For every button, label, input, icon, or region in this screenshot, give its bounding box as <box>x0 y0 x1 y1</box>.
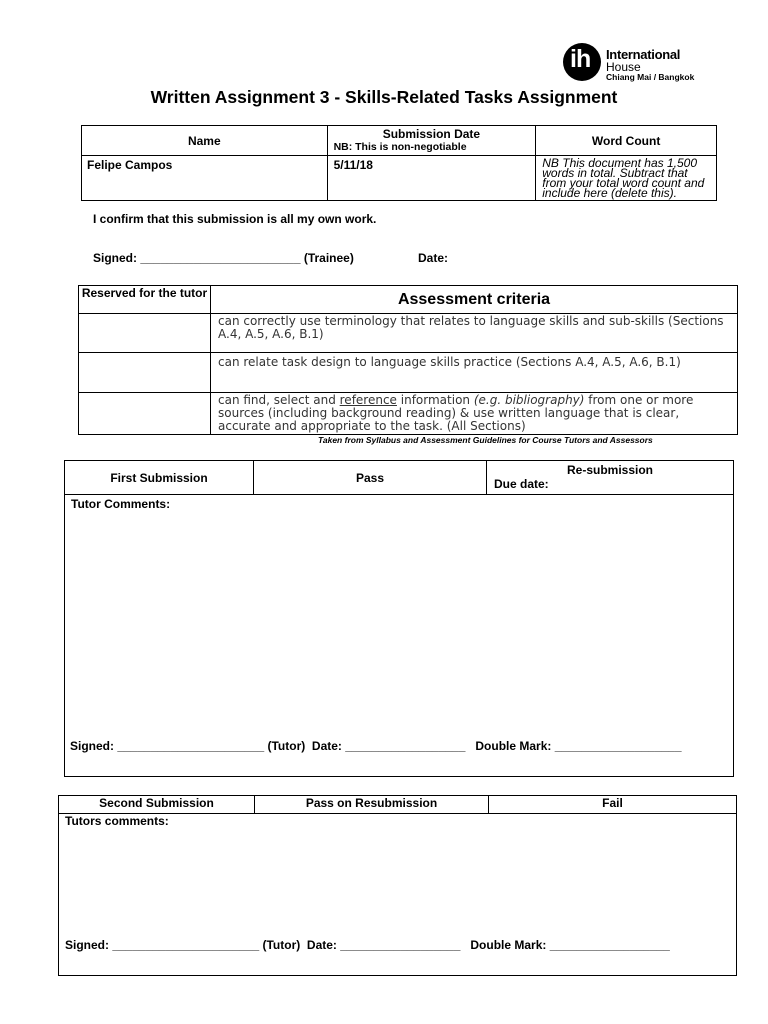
due-date-label: Due date: <box>494 477 549 491</box>
confirmation-statement: I confirm that this submission is all my own work. <box>93 212 377 226</box>
bibliography-example: (e.g. bibliography) <box>473 393 585 407</box>
first-submission-table <box>64 460 734 777</box>
name-header: Name <box>82 126 328 156</box>
pass-on-resubmission-header[interactable]: Pass on Resubmission <box>255 796 489 814</box>
word-count-value[interactable]: NB This document has 1,500 words in total. Subtract that from your total word count and include here (delete this). <box>536 156 717 201</box>
submission-info-table <box>81 125 717 201</box>
ih-logo-mark <box>563 43 601 81</box>
tutor-comments-area[interactable] <box>65 495 734 777</box>
second-tutor-signature-line: Signed: ______________________ (Tutor) Date: __________________ Double Mark: __________________ <box>65 938 670 952</box>
first-submission-header: First Submission <box>65 461 254 495</box>
reserved-for-tutor-header: Reserved for the tutor <box>79 286 211 314</box>
logo-line-2: House <box>606 60 641 74</box>
assessment-criteria-table <box>78 285 738 435</box>
resubmission-header[interactable]: Re-submission Due date: <box>487 461 734 495</box>
reference-word: reference <box>339 393 397 407</box>
submission-date-value[interactable]: 5/11/18 <box>327 156 536 201</box>
name-value[interactable]: Felipe Campos <box>82 156 328 201</box>
trainee-date-label: Date: <box>418 251 449 265</box>
non-negotiable-note: NB: This is non-negotiable <box>333 141 467 153</box>
fail-header[interactable]: Fail <box>489 796 737 814</box>
criteria-row-1: can correctly use terminology that relates to language skills and sub-skills (Sections A.4, A.5, A.6, B.1) <box>211 314 738 353</box>
tutor-mark-cell-3[interactable] <box>79 393 211 435</box>
pass-header[interactable]: Pass <box>254 461 487 495</box>
tutor-comments-label: Tutor Comments: <box>71 497 171 511</box>
logo-line-1: International <box>606 47 681 62</box>
logo-line-3: Chiang Mai / Bangkok <box>606 72 695 82</box>
word-count-header: Word Count <box>536 126 717 156</box>
second-submission-table <box>58 795 737 976</box>
second-submission-header: Second Submission <box>59 796 255 814</box>
criteria-row-2: can relate task design to language skills practice (Sections A.4, A.5, A.6, B.1) <box>211 353 738 393</box>
submission-date-header: Submission Date NB: This is non-negotiable <box>327 126 536 156</box>
source-note: Taken from Syllabus and Assessment Guidelines for Course Tutors and Assessors <box>318 435 653 445</box>
second-comments-area[interactable] <box>59 814 737 976</box>
first-tutor-signature-line: Signed: ______________________ (Tutor) Date: __________________ Double Mark: ___________________ <box>70 739 682 753</box>
trainee-signature-line[interactable]: Signed: ________________________ (Trainee) <box>93 251 354 265</box>
tutor-mark-cell-2[interactable] <box>79 353 211 393</box>
assessment-criteria-header: Assessment criteria <box>211 286 738 314</box>
tutors-comments-label: Tutors comments: <box>65 814 169 828</box>
page-title: Written Assignment 3 - Skills-Related Tasks Assignment <box>150 87 618 107</box>
tutor-mark-cell-1[interactable] <box>79 314 211 353</box>
criteria-row-3: can find, select and reference information (e.g. bibliography) from one or more sources (including background reading) & use written language that is clear, accurate and appropriate to the task. (All Sections) <box>211 393 738 435</box>
logo-mark-text: ih <box>570 45 591 73</box>
